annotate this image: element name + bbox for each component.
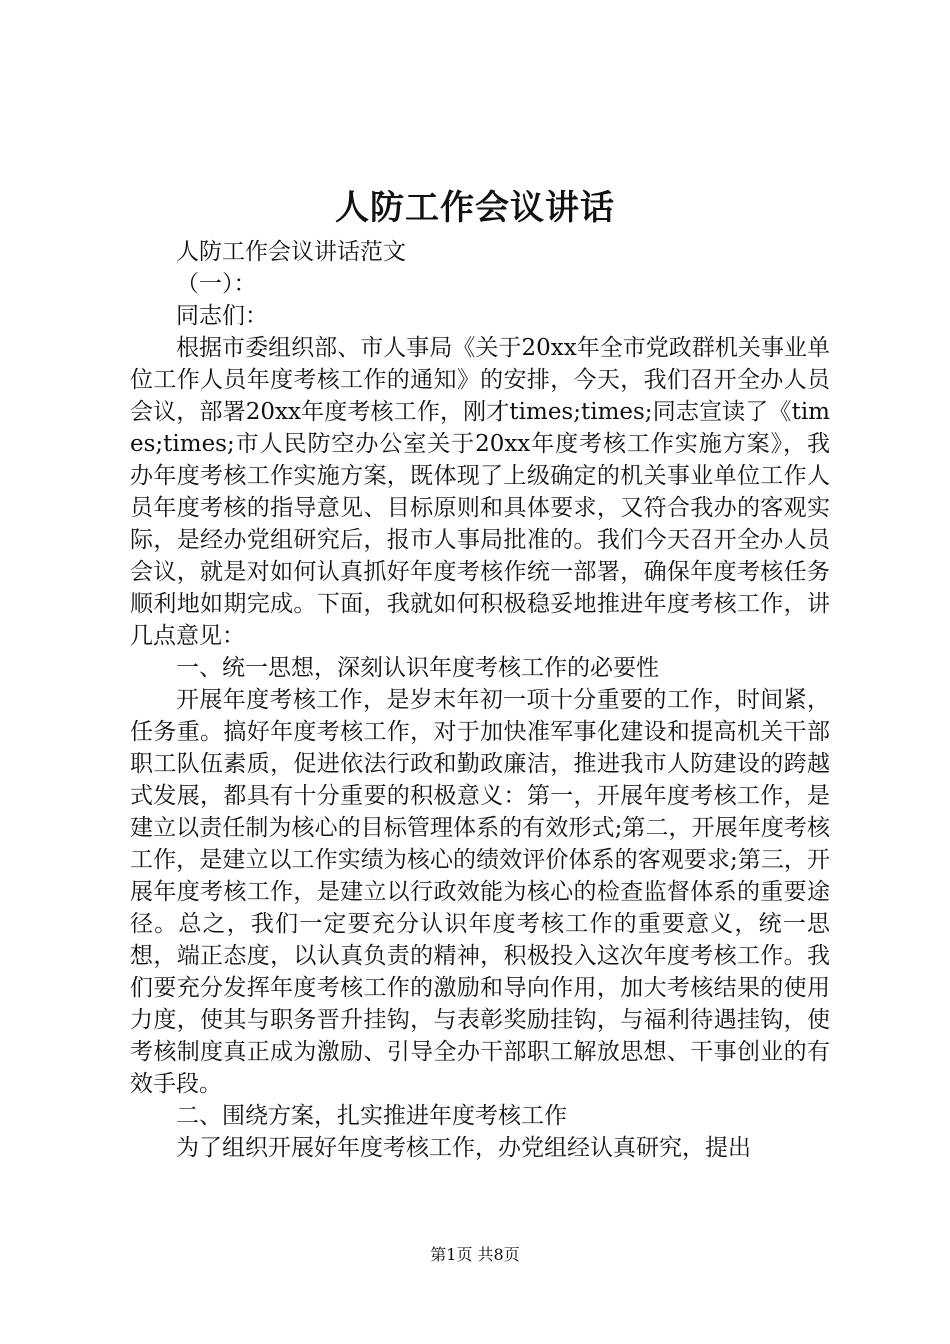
salutation-paragraph: 同志们： <box>176 303 268 329</box>
page-footer: 第1页 共8页 <box>430 1245 520 1264</box>
intro-paragraph: 根据市委组织部、市人事局《关于20xx年全市党政群机关事业单位工作人员年度考核工作的通知》的安排，今天，我们召开全办人员会议，部署20xx年度考核工作，刚才times;times;同志宣读了《times;times;市人民防空办公室关于20xx年度考核工作实施方案》，我办年度考核工作实施方案，既体现了上级确定的机关事业单位工作人员年度考核的指导意见、目标原则和具体要求，又符合我办的客观实际，是经办党组研究后，报市人事局批准的。我们今天召开全办人员会议，就是对如何认真抓好年度考核作统一部署，确保年度考核任务顺利地如期完成。下面，我就如何积极稳妥地推进年度考核工作，讲几点意见： <box>130 335 830 649</box>
document-title: 人防工作会议讲话 <box>335 188 615 228</box>
heading-two-paragraph: 二、围绕方案，扎实推进年度考核工作 <box>176 1103 567 1129</box>
body-paragraph: 开展年度考核工作，是岁末年初一项十分重要的工作，时间紧，任务重。搞好年度考核工作，对于加快准军事化建设和提高机关干部职工队伍素质，促进依法行政和勤政廉洁，推进我市人防建设的跨越式发展，都具有十分重要的积极意义：第一，开展年度考核工作，是建立以责任制为核心的目标管理体系的有效形式;第二，开展年度考核工作，是建立以工作实绩为核心的绩效评价体系的客观要求;第三，开展年度考核工作，是建立以行政效能为核心的检查监督体系的重要途径。总之，我们一定要充分认识年度考核工作的重要意义，统一思想，端正态度，以认真负责的精神，积极投入这次年度考核工作。我们要充分发挥年度考核工作的激励和导向作用，加大考核结果的使用力度，使其与职务晋升挂钩，与表彰奖励挂钩，与福利待遇挂钩，使考核制度真正成为激励、引导全办干部职工解放思想、干事创业的有效手段。 <box>130 687 830 1097</box>
subtitle-paragraph: 人防工作会议讲话范文 <box>176 239 406 265</box>
body-paragraph: 为了组织开展好年度考核工作，办党组经认真研究，提出 <box>176 1135 751 1161</box>
heading-one-paragraph: 一、统一思想，深刻认识年度考核工作的必要性 <box>176 655 659 681</box>
section-marker-paragraph: （一）： <box>176 271 257 297</box>
document-body <box>130 236 830 1164</box>
